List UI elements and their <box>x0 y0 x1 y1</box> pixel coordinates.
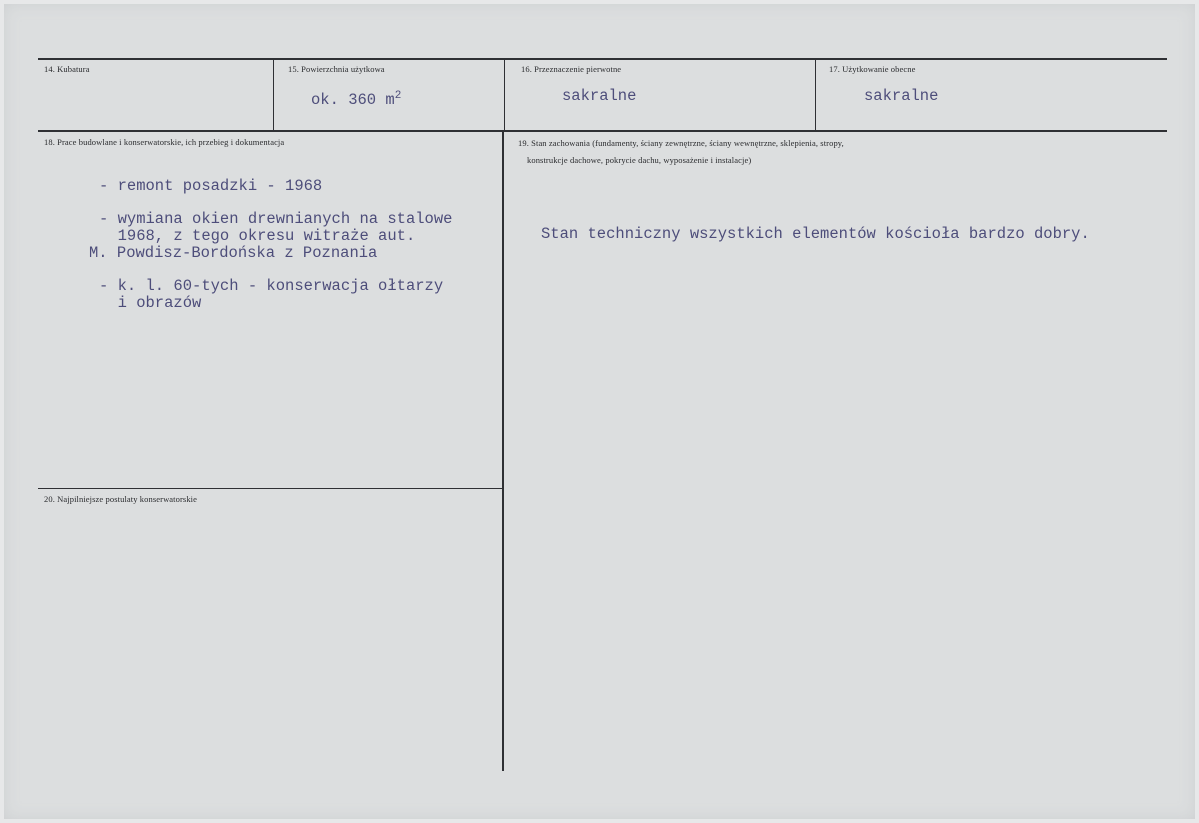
rule-18-20 <box>38 488 503 489</box>
label-powierzchnia: 15. Powierzchnia użytkowa <box>288 64 385 74</box>
main-vertical-divider <box>502 131 504 771</box>
label-postulaty: 20. Najpilniejsze postulaty konserwatorskie <box>44 494 198 504</box>
value-przeznaczenie: sakralne <box>562 87 637 105</box>
label-uzytkowanie: 17. Użytkowanie obecne <box>829 64 916 74</box>
label-przeznaczenie: 16. Przeznaczenie pierwotne <box>521 64 622 74</box>
label-stan-zachowania: 19. Stan zachowania (fundamenty, ściany zewnętrzne, ściany wewnętrzne, sklepienia, stropy, <box>518 138 844 148</box>
prace-item: - k. l. 60-tych - konserwacja ołtarzy <box>99 277 444 295</box>
divider-15-16 <box>504 58 505 131</box>
prace-item-line: i obrazów <box>99 294 202 312</box>
prace-item: - remont posadzki - 1968 <box>99 177 323 195</box>
second-rule <box>38 130 1167 132</box>
prace-item: - wymiana okien drewnianych na stalowe <box>99 210 453 228</box>
value-powierzchnia: ok. 360 $m^2$ <box>311 90 402 109</box>
divider-14-15 <box>273 58 274 131</box>
top-rule <box>38 58 1167 60</box>
label-kubatura: 14. Kubatura <box>44 64 90 74</box>
unit-superscript: 2 <box>394 90 402 102</box>
value-stan-zachowania: Stan techniczny wszystkich elementów kościoła bardzo dobry. <box>541 225 1090 243</box>
prace-item-line: 1968, z tego okresu witraże aut. <box>99 227 416 245</box>
label-stan-zachowania-cont: konstrukcje dachowe, pokrycie dachu, wyposażenie i instalacje) <box>527 155 752 165</box>
prace-item-line: M. Powdisz-Bordońska z Poznania <box>89 244 378 262</box>
label-prace: 18. Prace budowlane i konserwatorskie, ich przebieg i dokumentacja <box>44 137 285 147</box>
divider-16-17 <box>815 58 816 131</box>
value-uzytkowanie: sakralne <box>864 87 939 105</box>
